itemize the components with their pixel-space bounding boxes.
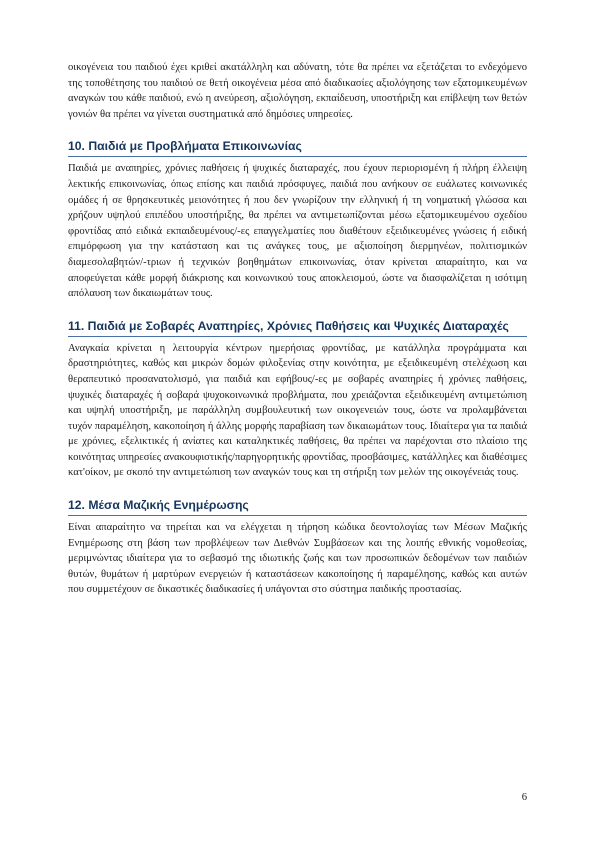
section-heading [68,317,527,337]
section-heading [68,496,527,516]
intro-paragraph: οικογένεια του παιδιού έχει κριθεί ακατάλληλη και αδύνατη, τότε θα πρέπει να εξετάζεται το ενδεχόμενο της τοποθέτησης του παιδιού σε θετή οικογένεια μέσα από διαδικασίες αξιολόγησης των εξατομικευμένων αναγκών του κάθε παιδιού, ενώ η ανεύρεση, αξιολόγηση, εκπαίδευση, υποστήριξη και επίβλεψη των θετών γονιών θα πρέπει να γίνεται συστηματικά από δημόσιες υπηρεσίες. [68,62,527,120]
section-heading [68,137,527,157]
section-body: Παιδιά με αναπηρίες, χρόνιες παθήσεις ή ψυχικές διαταραχές, που έχουν περιορισμένη ή πλήρη έλλειψη λεκτικής επικοινωνίας, όπως επίσης και παιδιά πρόσφυγες, παιδιά που ανήκουν σε ευάλωτες κοινωνικές ομάδες ή σε θρησκευτικές μειονότητες ή που δεν γνωρίζουν την ελληνική ή τη νοηματική γλώσσα και χρήζουν υψηλού επιπέδου υποστήριξης, θα πρέπει να αντιμετωπίζονται μέσω εξατομικευμένου σχεδίου φροντίδας από ειδικά εκπαιδευμένους/-ες επαγγελματίες που διαθέτουν εξειδικευμένες γνώσεις ή ειδική επιμόρφωση για την κατάσταση και τις ανάγκες τους, με αξιοποίηση διερμηνέων, πολιτισμικών διαμεσολαβητών/-τριων ή τεχνικών βοηθημάτων επικοινωνίας, όταν κρίνεται απαραίτητο, και να αποφεύγεται κάθε μορφή διάκρισης και κοινωνικού τους αποκλεισμού, ώστε να διασφαλίζεται η ισότιμη απόλαυση των δικαιωμάτων τους. [68,163,527,300]
section-severe-disabilities [68,317,527,481]
page-number: 6 [521,792,527,803]
section-communication-problems [68,137,527,301]
section-title: 11. Παιδιά με Σοβαρές Αναπηρίες, Χρόνιες Παθήσεις και Ψυχικές Διαταραχές [68,318,509,333]
section-body: Είναι απαραίτητο να τηρείται και να ελέγχεται η τήρηση κώδικα δεοντολογίας των Μέσων Μαζικής Ενημέρωσης στη βάση των προβλέψεων των Διεθνών Συμβάσεων και της λοιπής εθνικής νομοθεσίας, μεριμνώντας ιδιαίτερα για το σεβασμό της ιδιωτικής ζωής και των προσωπικών δεδομένων των παιδιών θυτών, θυμάτων ή μαρτύρων ενεργειών ή καταστάσεων κακοποίησης ή παραμέλησης, καθώς και αυτών που συμμετέχουν σε δικαστικές διαδικασίες ή υπάγονται στο σύστημα παιδικής προστασίας. [68,522,527,596]
section-title: 12. Μέσα Μαζικής Ενημέρωσης [68,498,249,513]
document-page [68,60,527,598]
section-body: Αναγκαία κρίνεται η λειτουργία κέντρων ημερήσιας φροντίδας, με κατάλληλα προγράμματα και δραστηριότητες, καθώς και μικρών δομών φιλοξενίας στην κοινότητα, με εξειδικευμένη στελέχωση και θεραπευτικό προσανατολισμό, για παιδιά και εφήβους/-ες με σοβαρές αναπηρίες ή χρόνιες παθήσεις, ψυχικές διαταραχές ή σοβαρά ψυχοκοινωνικά προβλήματα, που χρειάζονται εξειδικευμένη αντιμετώπιση και υψηλή υποστήριξη, με παράλληλη συμβουλευτική των οικογενειών τους, ώστε να προλαμβάνεται τυχόν παραμέληση, κακοποίηση ή άλλης μορφής παραβίαση των δικαιωμάτων τους. Ιδιαίτερα για τα παιδιά με χρόνιες, εξελικτικές ή ανίατες και καταληκτικές παθήσεις, θα πρέπει να παρέχονται στο πλαίσιο της κοινότητας υπηρεσίες ανακουφιστικής/παρηγορητικής φροντίδας, προσβάσιμες, κατάλληλες και διαθέσιμες κατ'οίκον, με σκοπό την αντιμετώπιση των αναγκών τους και τη στήριξη των μελών της οικογένειάς τους. [68,342,527,479]
section-title: 10. Παιδιά με Προβλήματα Επικοινωνίας [68,139,302,154]
section-mass-media [68,496,527,598]
